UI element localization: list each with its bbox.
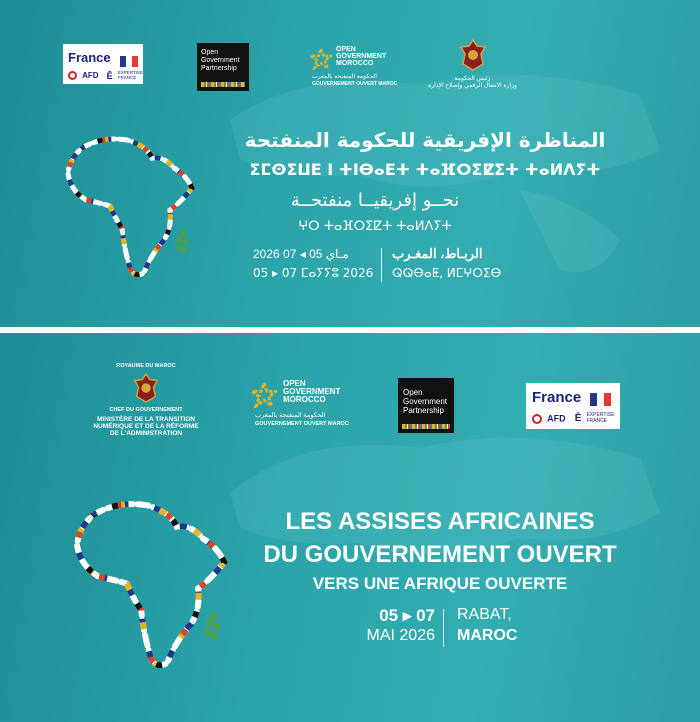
arabic-title: المناظرة الإفريقية للحكومة المنفتحة bbox=[244, 128, 606, 152]
morocco-star-icon bbox=[251, 382, 277, 408]
france-afd-logo bbox=[526, 383, 620, 429]
ogp-logo bbox=[398, 378, 454, 433]
france-wordmark: France bbox=[68, 50, 111, 65]
ministry-line-1: MINISTÈRE DE LA TRANSITION bbox=[97, 416, 195, 423]
ef-mark-icon: Ē bbox=[106, 70, 113, 81]
french-flag-icon bbox=[120, 52, 138, 63]
africa-map-icon bbox=[52, 128, 212, 288]
ogm-title: OPEN GOVERNMENT MOROCCO bbox=[336, 46, 387, 68]
ministry-arabic-line-1: رئيس الحكومة bbox=[454, 76, 491, 82]
tifinagh-date: 05 ▸ 07 ⵎⴰⵢⵢⵓ 2026 bbox=[253, 266, 374, 280]
ministry-logo-arabic bbox=[420, 38, 525, 89]
expertise-france-wordmark: EXPERTISE FRANCE bbox=[117, 69, 143, 80]
ministry-line-3: DE L'ADMINISTRATION bbox=[109, 430, 183, 437]
afd-circle-icon bbox=[68, 71, 77, 80]
expertise-france-wordmark: EXPERTISE FRANCE bbox=[586, 412, 615, 424]
ogm-logo bbox=[310, 46, 400, 92]
event-country: MAROC bbox=[457, 627, 518, 644]
ogm-french-text: GOUVERNEMENT OUVERT MAROC bbox=[255, 421, 349, 427]
event-date-days: 05 ▸ 07 bbox=[379, 606, 435, 625]
arabic-date: 2026 مـاي 05 ◂ 07 bbox=[253, 247, 349, 261]
ogp-line-1: Open bbox=[201, 49, 219, 56]
french-flag-icon bbox=[590, 391, 611, 404]
ogm-arabic-text: الحكومة المنفتحة بالمغرب bbox=[255, 412, 326, 419]
morocco-star-icon bbox=[310, 48, 332, 70]
event-title-line-2: DU GOUVERNEMENT OUVERT bbox=[263, 541, 617, 568]
ogp-line-2: Government bbox=[403, 397, 448, 406]
event-city: RABAT, bbox=[457, 606, 512, 623]
ogm-arabic-text: الحكومة المنفتحة بالمغرب bbox=[312, 74, 377, 80]
date-place-divider bbox=[443, 609, 444, 647]
ministry-logo-french bbox=[86, 363, 206, 437]
arabic-banner bbox=[0, 0, 700, 327]
ef-mark-icon: Ē bbox=[574, 413, 582, 424]
ministry-line-2: NUMÉRIQUE ET DE LA RÉFORME bbox=[93, 423, 199, 430]
tifinagh-place: ⵕⵕⴱⴰⵟ, ⵍⵎⵖⵔⵉⴱ bbox=[392, 266, 502, 280]
france-afd-logo bbox=[63, 44, 143, 84]
ogp-stripes bbox=[402, 424, 450, 429]
ogp-stripes bbox=[201, 82, 245, 87]
kingdom-label: ROYAUME DU MAROC bbox=[116, 363, 176, 369]
royal-emblem-icon bbox=[131, 372, 161, 404]
ogm-french-text: GOUVERNEMENT OUVERT MAROC bbox=[312, 81, 398, 87]
event-title-line-1: LES ASSISES AFRICAINES bbox=[285, 508, 595, 535]
afd-wordmark: AFD bbox=[82, 71, 99, 80]
royal-emblem-icon bbox=[457, 38, 489, 72]
chef-gouvernement-label: CHEF DU GOUVERNEMENT bbox=[109, 407, 183, 413]
event-subtitle: VERS UNE AFRIQUE OUVERTE bbox=[312, 574, 568, 593]
date-place-divider bbox=[381, 248, 382, 282]
afd-wordmark: AFD bbox=[547, 413, 566, 424]
ogm-title: OPEN GOVERNMENT MOROCCO bbox=[283, 379, 341, 405]
arabic-subtitle: نحــو إفريقيــا منفتحــة bbox=[290, 190, 460, 211]
ogp-line-2: Government bbox=[201, 57, 240, 64]
ogp-line-3: Partnership bbox=[201, 65, 237, 72]
ministry-arabic-line-2: وزارة الانتقال الرقمي وإصلاح الإدارة bbox=[428, 83, 517, 89]
afd-circle-icon bbox=[532, 414, 542, 424]
ogp-logo bbox=[197, 43, 249, 91]
ogp-line-3: Partnership bbox=[403, 406, 444, 415]
tifinagh-title: ⵉⵎⵙⵉⵡⴹ ⵏ ⵜⵏⴱⴰⴹⵜ ⵜⴰⴼⵔⵉⵇⵉⵜ ⵜⴰⵍⴷⵢⵜ bbox=[249, 160, 601, 179]
ogm-logo bbox=[251, 380, 351, 430]
french-banner bbox=[0, 333, 700, 722]
tifinagh-subtitle: ⵖⵔ ⵜⴰⴼⵔⵉⵇⵜ ⵜⴰⵍⴷⵢⵜ bbox=[298, 219, 452, 234]
event-date-month: MAI 2026 bbox=[366, 627, 435, 644]
ogp-line-1: Open bbox=[403, 388, 423, 397]
arabic-place: الربـاط، المغـرب bbox=[392, 246, 483, 261]
france-wordmark: France bbox=[532, 389, 582, 406]
